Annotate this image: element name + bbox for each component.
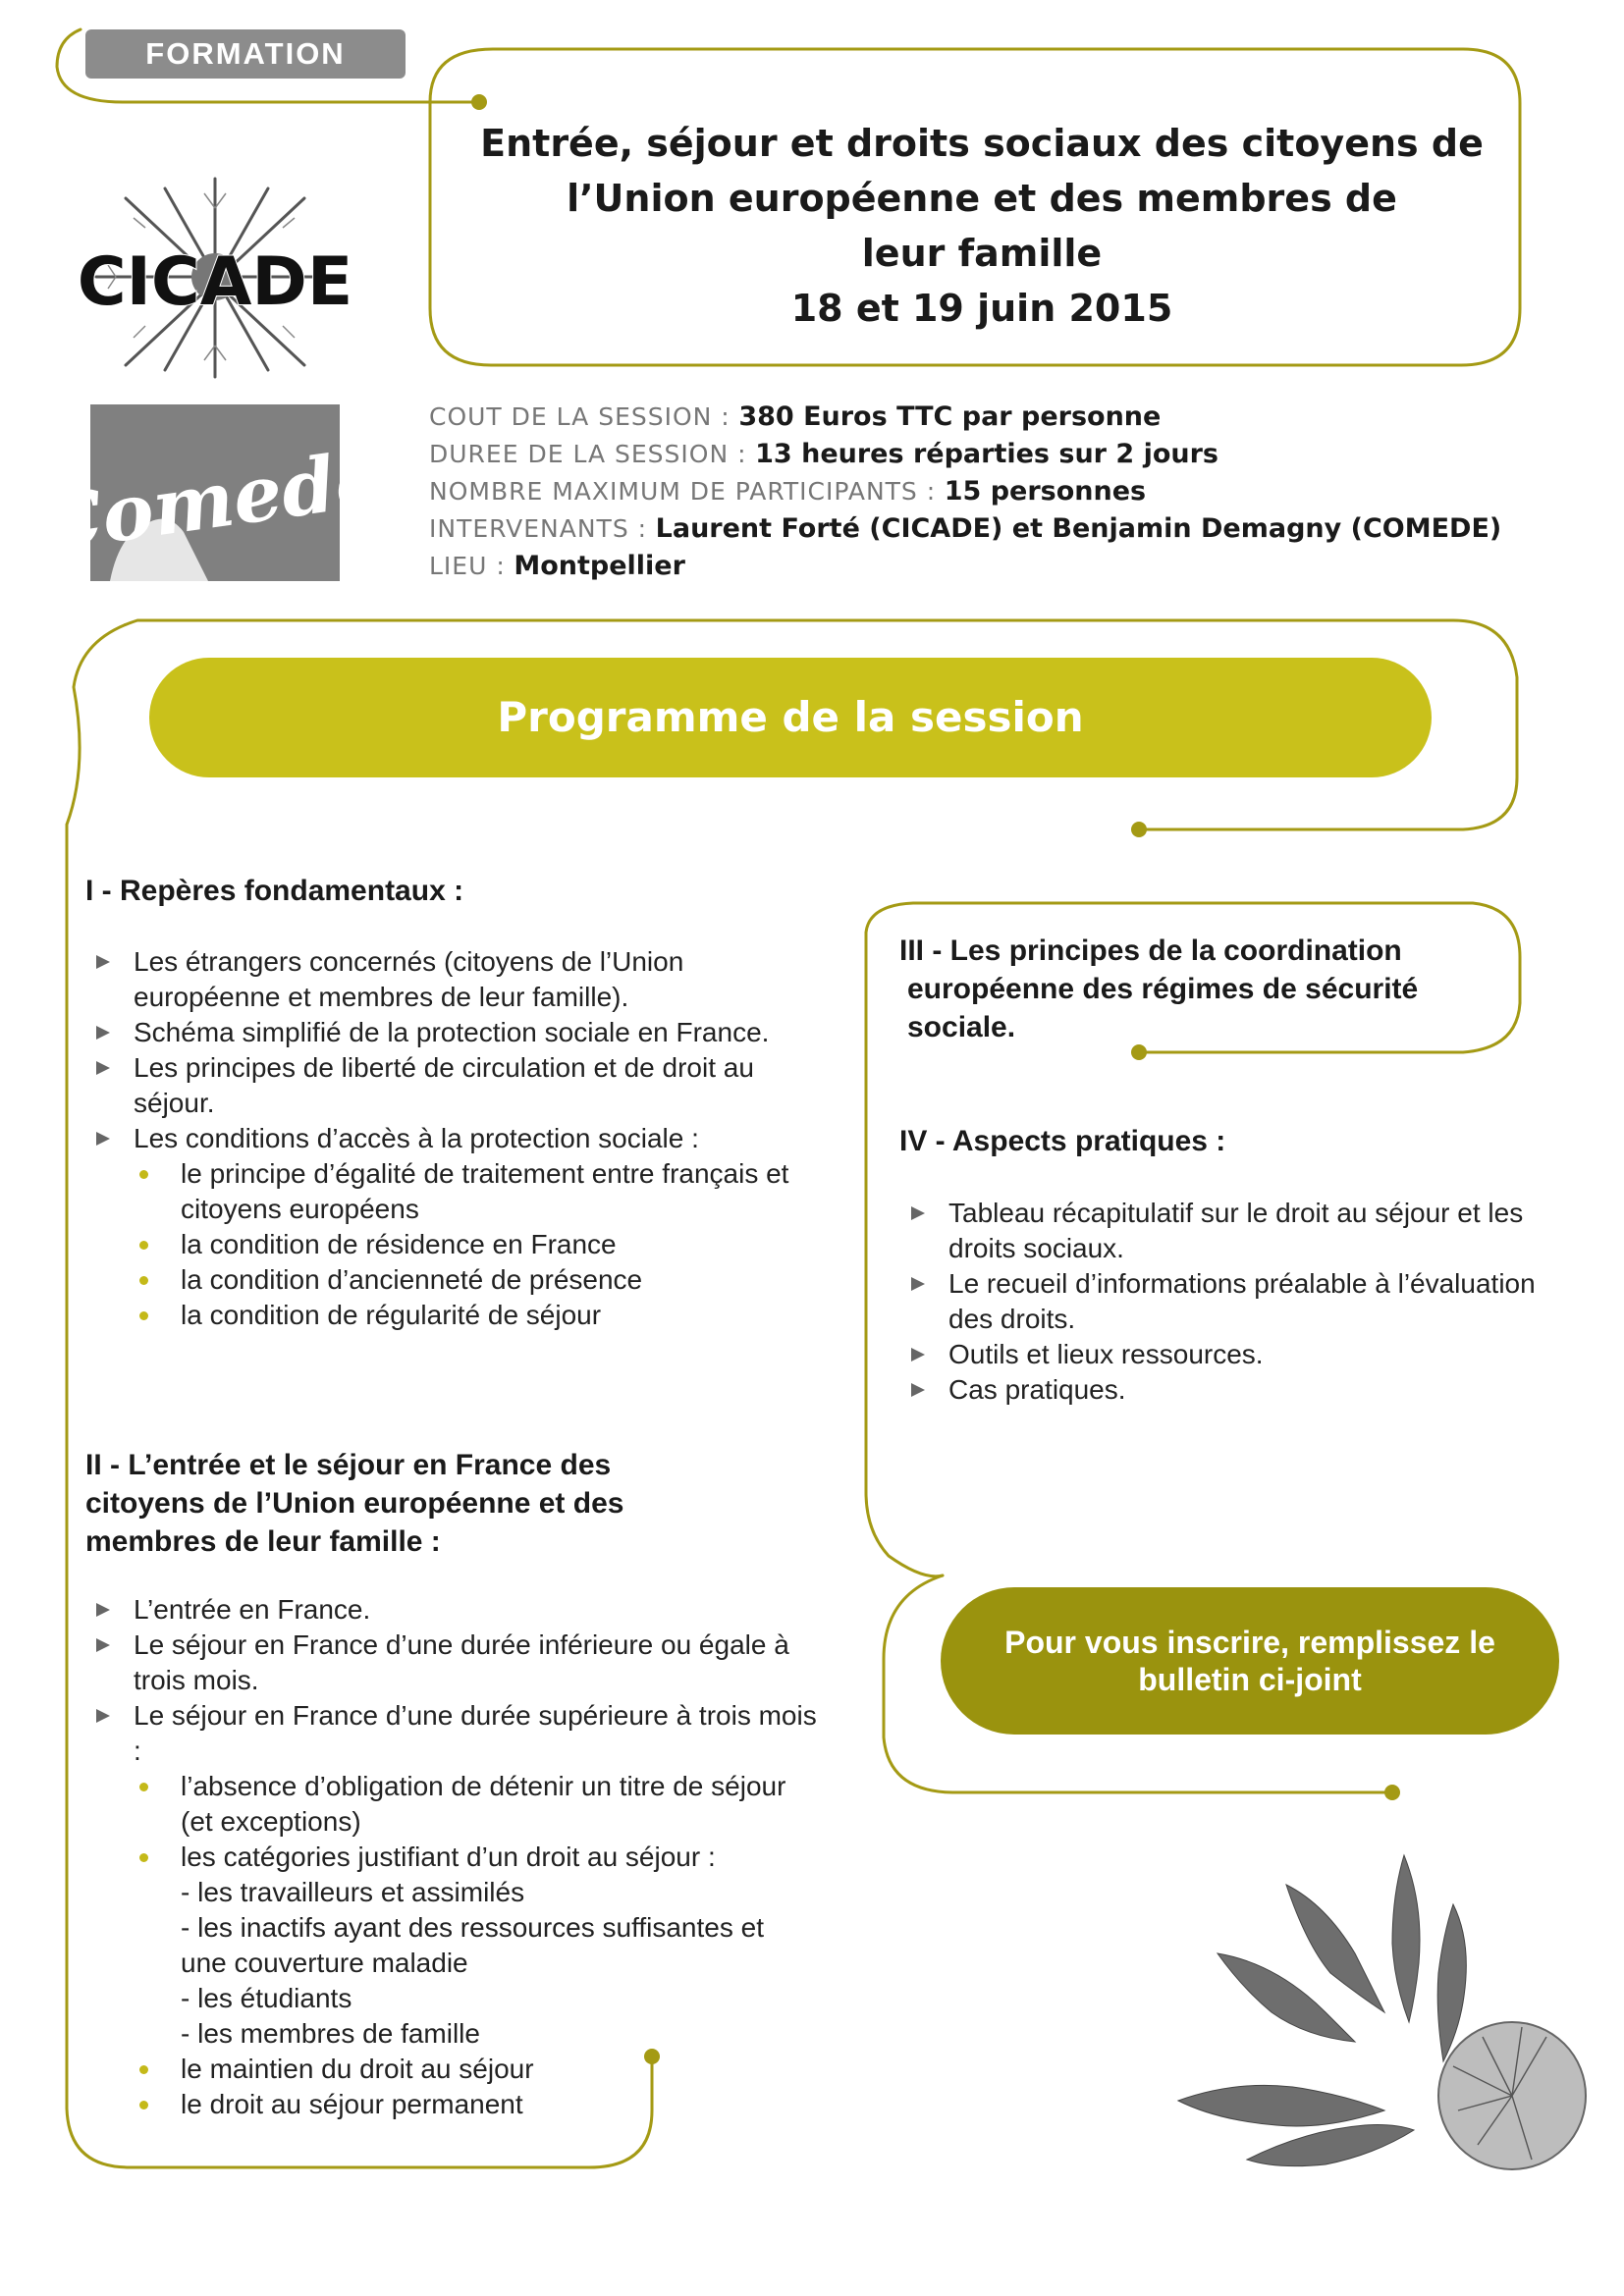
session-dates: 18 et 19 juin 2015 xyxy=(790,287,1173,330)
programme-banner: Programme de la session xyxy=(149,658,1432,777)
section-1-content xyxy=(90,944,797,1333)
list-item: Outils et lieux ressources. xyxy=(905,1337,1563,1372)
registration-call-to-action xyxy=(941,1587,1559,1735)
heading-line: II - L’entrée et le séjour en France des xyxy=(85,1449,612,1481)
formation-badge: FORMATION xyxy=(85,29,406,79)
section-4-content xyxy=(905,1196,1563,1408)
title-line: Entrée, séjour et droits sociaux des citoyens de xyxy=(480,122,1484,165)
sub-list-item xyxy=(90,1840,817,2052)
info-location xyxy=(429,548,1501,585)
list-item: Les principes de liberté de circulation et de droit au séjour. xyxy=(90,1050,797,1121)
heading-line: membres de leur famille : xyxy=(85,1525,441,1558)
info-speakers xyxy=(429,510,1501,548)
info-value: Montpellier xyxy=(514,551,685,581)
info-value: 13 heures réparties sur 2 jours xyxy=(755,439,1218,469)
cicade-logo xyxy=(77,169,353,387)
list-item: Le séjour en France d’une durée supérieure à trois mois : xyxy=(90,1698,817,1769)
info-label: LIEU : xyxy=(429,552,506,580)
info-value: 15 personnes xyxy=(944,476,1147,507)
list-item: Cas pratiques. xyxy=(905,1372,1563,1408)
session-title xyxy=(452,116,1512,336)
list-item: Les étrangers concernés (citoyens de l’Union européenne et membres de leur famille). xyxy=(90,944,797,1015)
sub-line: - les inactifs ayant des ressources suffisantes et une couverture maladie xyxy=(181,1912,764,1978)
info-participants xyxy=(429,473,1501,510)
cicade-logo-text: CICADE xyxy=(77,243,353,321)
list-item: Les conditions d’accès à la protection sociale : xyxy=(90,1121,797,1156)
info-label: INTERVENANTS : xyxy=(429,514,648,543)
section-4-heading: IV - Aspects pratiques : xyxy=(899,1125,1226,1157)
info-cost xyxy=(429,399,1501,436)
heading-line: III - Les principes de la coordination xyxy=(899,934,1402,967)
section-1-heading: I - Repères fondamentaux : xyxy=(85,875,464,907)
section-3-heading xyxy=(899,932,1418,1046)
info-duration xyxy=(429,436,1501,473)
info-label: NOMBRE MAXIMUM DE PARTICIPANTS : xyxy=(429,477,937,506)
sub-list-item: la condition de résidence en France xyxy=(90,1227,797,1262)
sub-list-item: le maintien du droit au séjour xyxy=(90,2052,817,2087)
sub-line: - les membres de famille xyxy=(181,2018,480,2049)
cta-line: Pour vous inscrire, remplissez le xyxy=(1004,1625,1495,1660)
title-line: leur famille xyxy=(861,232,1103,275)
heading-line: sociale. xyxy=(907,1011,1016,1043)
sub-list-item: l’absence d’obligation de détenir un titre de séjour (et exceptions) xyxy=(90,1769,817,1840)
sub-list-item: la condition d’ancienneté de présence xyxy=(90,1262,797,1298)
sub-line: - les travailleurs et assimilés xyxy=(181,1877,525,1907)
info-value: 380 Euros TTC par personne xyxy=(738,401,1162,432)
sub-list-item: le principe d’égalité de traitement entre français et citoyens européens xyxy=(90,1156,797,1227)
list-item: Schéma simplifié de la protection sociale en France. xyxy=(90,1015,797,1050)
session-info xyxy=(429,399,1501,585)
heading-line: citoyens de l’Union européenne et des xyxy=(85,1487,624,1520)
thistle-illustration xyxy=(1159,1845,1571,2179)
list-item: Tableau récapitulatif sur le droit au séjour et les droits sociaux. xyxy=(905,1196,1563,1266)
section-2-content xyxy=(90,1592,817,2122)
list-item: L’entrée en France. xyxy=(90,1592,817,1628)
list-item: Le séjour en France d’une durée inférieure ou égale à trois mois. xyxy=(90,1628,817,1698)
info-value: Laurent Forté (CICADE) et Benjamin Demagny (COMEDE) xyxy=(655,513,1502,544)
info-label: DUREE DE LA SESSION : xyxy=(429,440,747,468)
sub-list-item: le droit au séjour permanent xyxy=(90,2087,817,2122)
sub-line: les catégories justifiant d’un droit au séjour : xyxy=(181,1842,716,1872)
info-label: COUT DE LA SESSION : xyxy=(429,402,731,431)
cta-line: bulletin ci-joint xyxy=(1138,1662,1362,1697)
comede-logo xyxy=(35,404,390,581)
list-item: Le recueil d’informations préalable à l’évaluation des droits. xyxy=(905,1266,1563,1337)
sub-list-item: la condition de régularité de séjour xyxy=(90,1298,797,1333)
section-2-heading xyxy=(85,1446,623,1561)
title-line: l’Union européenne et des membres de xyxy=(567,177,1397,220)
sub-line: - les étudiants xyxy=(181,1983,352,2013)
heading-line: européenne des régimes de sécurité xyxy=(907,973,1419,1005)
comede-logo-text: Comede xyxy=(35,433,390,570)
